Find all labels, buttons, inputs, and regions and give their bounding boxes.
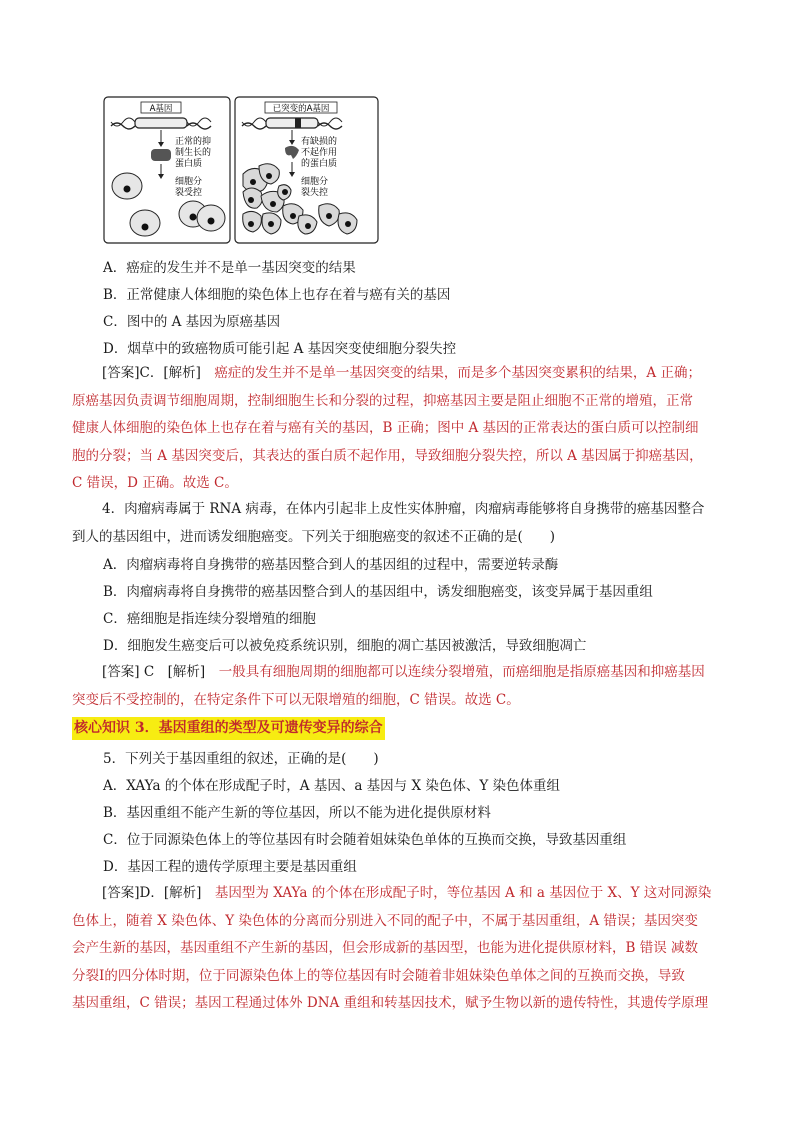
svg-text:制生长的: 制生长的 <box>175 148 212 158</box>
q5-answer-line: 分裂Ⅰ的四分体时期，位于同源染色体上的等位基因有时会随着非姐妹染色单体之间的互换而交换，导致 <box>72 967 685 984</box>
q3-answer-tag: [答案]C．[解析] <box>102 365 201 381</box>
q3-answer-line: 健康人体细胞的染色体上也存在着与癌有关的基因，B 正确；图中 A 基因的正常表达的蛋白质可以控制细 <box>72 420 699 436</box>
q5-answer-line: 基因重组，C 错误；基因工程通过体外 DNA 重组和转基因技术，赋予生物以新的遗传特性，其遗传学原理 <box>72 995 709 1011</box>
q4-stem <box>72 496 724 551</box>
q3-option-b: B．正常健康人体细胞的染色体上也存在着与癌有关的基因 <box>103 287 451 303</box>
svg-text:细胞分: 细胞分 <box>301 177 329 187</box>
q4-option-d: D．细胞发生癌变后可以被免疫系统识别，细胞的凋亡基因被激活，导致细胞凋亡 <box>103 638 587 654</box>
q5-answer-line: 色体上，随着 X 染色体、Y 染色体的分离而分别进入不同的配子中，不属于基因重组，A 错误；基因突变 <box>72 912 698 929</box>
q4-option-c: C．癌细胞是指连续分裂增殖的细胞 <box>103 611 316 627</box>
q5-option-b: B．基因重组不能产生新的等位基因，所以不能为进化提供原材料 <box>103 805 491 821</box>
q4-stem-line: 4．肉瘤病毒属于 RNA 病毒，在体内引起非上皮性实体肿瘤，肉瘤病毒能够将自身携带的癌基因整合 <box>102 501 705 517</box>
right-gene-label: 已突变的A基因 <box>272 104 330 114</box>
svg-text:裂受控: 裂受控 <box>175 188 203 198</box>
q4-stem-line: 到人的基因组中，进而诱发细胞癌变。下列关于细胞癌变的叙述不正确的是( ) <box>72 528 556 545</box>
q4-answer-line: 突变后不受控制的，在特定条件下可以无限增殖的细胞，C 错误。故选 C。 <box>72 691 520 708</box>
q5-answer-line: 会产生新的基因，基因重组不产生新的基因，但会形成新的基因型，也能为进化提供原材料，B 错误 减数 <box>72 940 699 956</box>
svg-text:有缺损的: 有缺损的 <box>301 137 338 147</box>
q5-answer-tag: [答案]D．[解析] <box>102 885 202 901</box>
svg-text:细胞分: 细胞分 <box>175 177 203 187</box>
q4-answer-tag: [答案] C [解析] <box>102 664 206 680</box>
q5-option-c: C．位于同源染色体上的等位基因有时会随着姐妹染色单体的互换而交换，导致基因重组 <box>103 832 627 848</box>
q5-stem: 5．下列关于基因重组的叙述，正确的是( ) <box>103 751 379 767</box>
svg-text:裂失控: 裂失控 <box>301 188 329 198</box>
q3-answer-line: 癌症的发生并不是单一基因突变的结果，而是多个基因突变累积的结果，A 正确； <box>200 365 701 381</box>
gene-mutation-figure <box>103 96 379 244</box>
q5-answer-line: 基因型为 XAYa 的个体在形成配子时，等位基因 A 和 a 基因位于 X、Y 这对同源染 <box>201 885 712 901</box>
q3-answer <box>72 360 724 498</box>
q5-option-a: A．XAYa 的个体在形成配子时，A 基因、a 基因与 X 染色体、Y 染色体重组 <box>103 778 561 794</box>
q4-option-a: A．肉瘤病毒将自身携带的癌基因整合到人的基因组的过程中，需要逆转录酶 <box>103 557 559 573</box>
svg-text:不起作用: 不起作用 <box>301 148 338 158</box>
q3-answer-line: 原癌基因负责调节细胞周期，控制细胞生长和分裂的过程，抑癌基因主要是阻止细胞不正常的增殖，正常 <box>72 392 693 409</box>
svg-text:正常的抑: 正常的抑 <box>175 137 212 147</box>
q3-option-d: D．烟草中的致癌物质可能引起 A 基因突变使细胞分裂失控 <box>103 341 457 357</box>
q4-answer <box>72 659 724 714</box>
q4-answer-line: 一般具有细胞周期的细胞都可以连续分裂增殖，而癌细胞是指原癌基因和抑癌基因 <box>205 664 705 680</box>
q3-answer-line: 胞的分裂；当 A 基因突变后，其表达的蛋白质不起作用，导致细胞分裂失控，所以 A 基因属于抑癌基因， <box>72 447 703 464</box>
q4-option-b: B．肉瘤病毒将自身携带的癌基因整合到人的基因组中，诱发细胞癌变，该变异属于基因重组 <box>103 584 653 600</box>
q5-answer <box>72 880 724 1018</box>
q3-option-a: A．癌症的发生并不是单一基因突变的结果 <box>103 260 356 276</box>
q3-option-c: C．图中的 A 基因为原癌基因 <box>103 314 281 330</box>
svg-text:蛋白质: 蛋白质 <box>175 159 203 169</box>
svg-text:的蛋白质: 的蛋白质 <box>301 159 338 169</box>
left-gene-label: A基因 <box>149 104 173 114</box>
section-heading: 核心知识 3．基因重组的类型及可遗传变异的综合 <box>72 717 385 740</box>
q3-answer-line: C 错误，D 正确。故选 C。 <box>72 475 238 491</box>
q5-option-d: D．基因工程的遗传学原理主要是基因重组 <box>103 859 357 875</box>
